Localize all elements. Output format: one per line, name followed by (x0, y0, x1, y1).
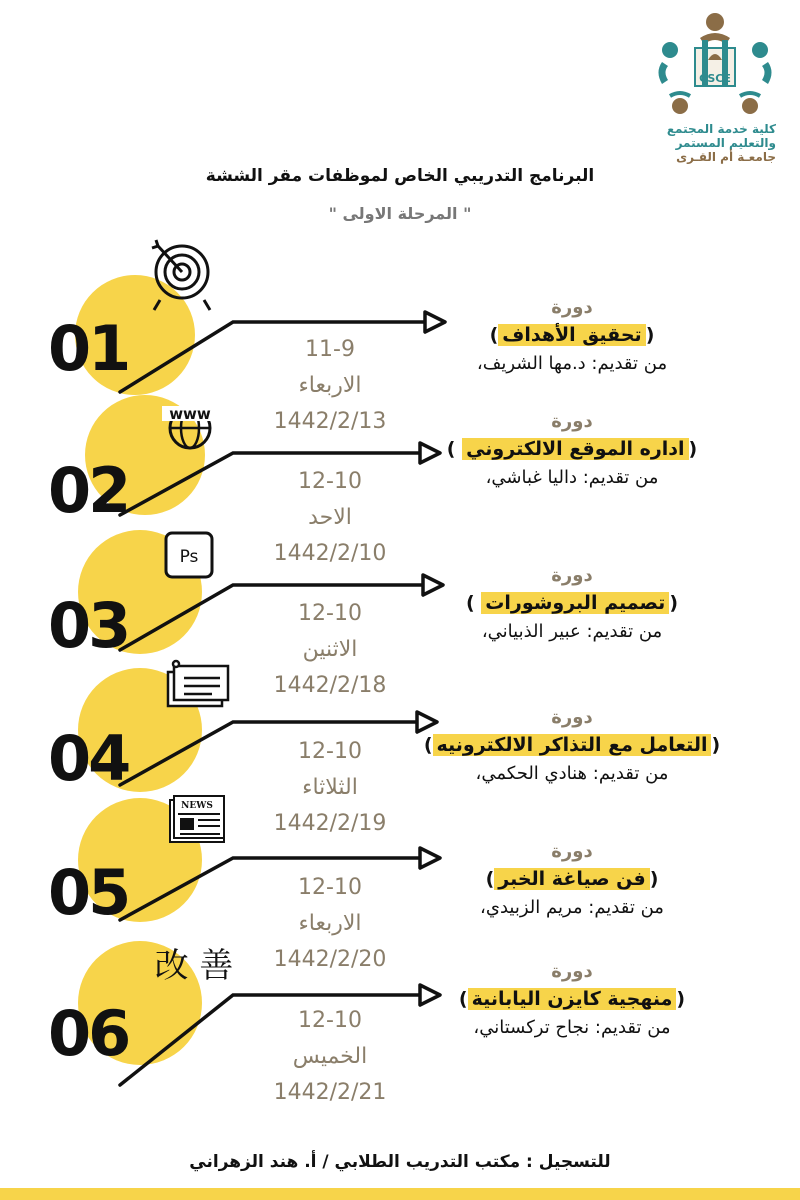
course-5-name-wrap (482, 864, 663, 894)
course-3-name: تصميم البروشورات (481, 592, 669, 614)
course-1-schedule (255, 332, 405, 440)
course-2-info (402, 410, 742, 492)
course-6-time: 12-10 (298, 1008, 362, 1033)
number-1: 01 (48, 312, 129, 385)
number-5: 05 (48, 856, 129, 929)
course-6-info (402, 960, 742, 1042)
course-4-presenter: من تقديم: هنادي الحكمي، (475, 763, 669, 784)
course-3-info (402, 564, 742, 646)
course-4-date: 1442/2/19 (273, 811, 387, 836)
course-1-date: 1442/2/13 (273, 409, 387, 434)
course-2-schedule (255, 464, 405, 572)
course-5-keyword: دورة (551, 841, 593, 862)
course-4-name-wrap (420, 730, 724, 760)
course-1-name: تحقيق الأهداف (498, 324, 645, 346)
photoshop-icon (166, 533, 212, 577)
page-title: البرنامج التدريبي الخاص لموظفات مقر الششة (205, 166, 595, 186)
course-4-name: التعامل مع التذاكر الالكترونيه (433, 734, 712, 756)
course-3-day: الاثنين (302, 637, 358, 662)
course-5-info (402, 840, 742, 922)
course-5-time: 12-10 (298, 875, 362, 900)
course-1-presenter: من تقديم: د.مها الشريف، (476, 353, 668, 374)
course-3-time: 12-10 (298, 601, 362, 626)
course-6-presenter: من تقديم: نجاح تركستاني، (473, 1017, 671, 1038)
bottom-accent-bar (0, 1188, 800, 1200)
course-1-time: 11-9 (305, 337, 355, 362)
course-4-paren-open: ( (711, 734, 721, 756)
course-3-paren-close: ) (465, 592, 482, 614)
kaizen-icon: 改 善 (154, 946, 234, 986)
course-6-day: الخميس (292, 1044, 368, 1069)
course-3-date: 1442/2/18 (273, 673, 387, 698)
course-1-paren-close: ) (489, 324, 499, 346)
registration-footer: للتسجيل : مكتب التدريب الطلابي / أ. هند الزهراني (189, 1152, 611, 1172)
course-1-name-wrap (486, 320, 659, 350)
course-3-paren-open: ( (669, 592, 679, 614)
number-3: 03 (48, 589, 129, 662)
course-1-day: الاربعاء (298, 373, 362, 398)
course-4-time: 12-10 (298, 739, 362, 764)
number-2: 02 (48, 454, 129, 527)
logo-line-2: والتعليم المستمر (675, 136, 776, 150)
page-subtitle: " المرحلة الاولى " (328, 204, 472, 223)
course-2-paren-open: ( (688, 438, 698, 460)
course-2-paren-close: ) (446, 438, 463, 460)
logo-line-3: جامعـة أم القـرى (676, 150, 776, 164)
course-3-presenter: من تقديم: عبير الذبياني، (481, 621, 663, 642)
number-6: 06 (48, 997, 129, 1070)
course-5-paren-open: ( (649, 868, 659, 890)
course-2-keyword: دورة (551, 411, 593, 432)
course-2-date: 1442/2/10 (273, 541, 387, 566)
logo-badge: CSCE (699, 72, 731, 85)
course-6-schedule (255, 1003, 405, 1111)
photoshop-label: Ps (179, 547, 199, 567)
course-2-name-wrap (443, 434, 701, 464)
course-5-schedule (255, 870, 405, 978)
course-2-name: اداره الموقع الالكتروني (462, 438, 688, 460)
course-5-presenter: من تقديم: مريم الزبيدي، (480, 897, 664, 918)
www-label: www (169, 405, 211, 423)
course-6-name-wrap (455, 984, 689, 1014)
course-4-keyword: دورة (551, 707, 593, 728)
course-1-paren-open: ( (645, 324, 655, 346)
course-5-date: 1442/2/20 (273, 947, 387, 972)
course-6-paren-open: ( (676, 988, 686, 1010)
newspaper-icon (170, 796, 224, 842)
course-4-day: الثلاثاء (302, 775, 358, 800)
course-4-schedule (255, 734, 405, 842)
course-6-keyword: دورة (551, 961, 593, 982)
newspaper-label: NEWS (181, 801, 213, 811)
course-1-info (402, 296, 742, 378)
course-3-keyword: دورة (551, 565, 593, 586)
course-2-presenter: من تقديم: داليا غباشي، (485, 467, 659, 488)
course-5-name: فن صياغة الخبر (494, 868, 649, 890)
course-5-day: الاربعاء (298, 911, 362, 936)
course-3-schedule (255, 596, 405, 704)
course-5-paren-close: ) (485, 868, 495, 890)
course-1-keyword: دورة (551, 297, 593, 318)
number-4: 04 (48, 722, 129, 795)
tickets-icon (168, 661, 228, 706)
course-2-day: الاحد (308, 505, 352, 530)
course-2-time: 12-10 (298, 469, 362, 494)
course-3-name-wrap (462, 588, 682, 618)
course-6-name: منهجية كايزن اليابانية (468, 988, 677, 1010)
course-6-paren-close: ) (458, 988, 468, 1010)
course-4-paren-close: ) (423, 734, 433, 756)
course-4-info (402, 706, 742, 788)
logo-line-1: كلية خدمة المجتمع (666, 122, 776, 136)
course-6-date: 1442/2/21 (273, 1080, 387, 1105)
